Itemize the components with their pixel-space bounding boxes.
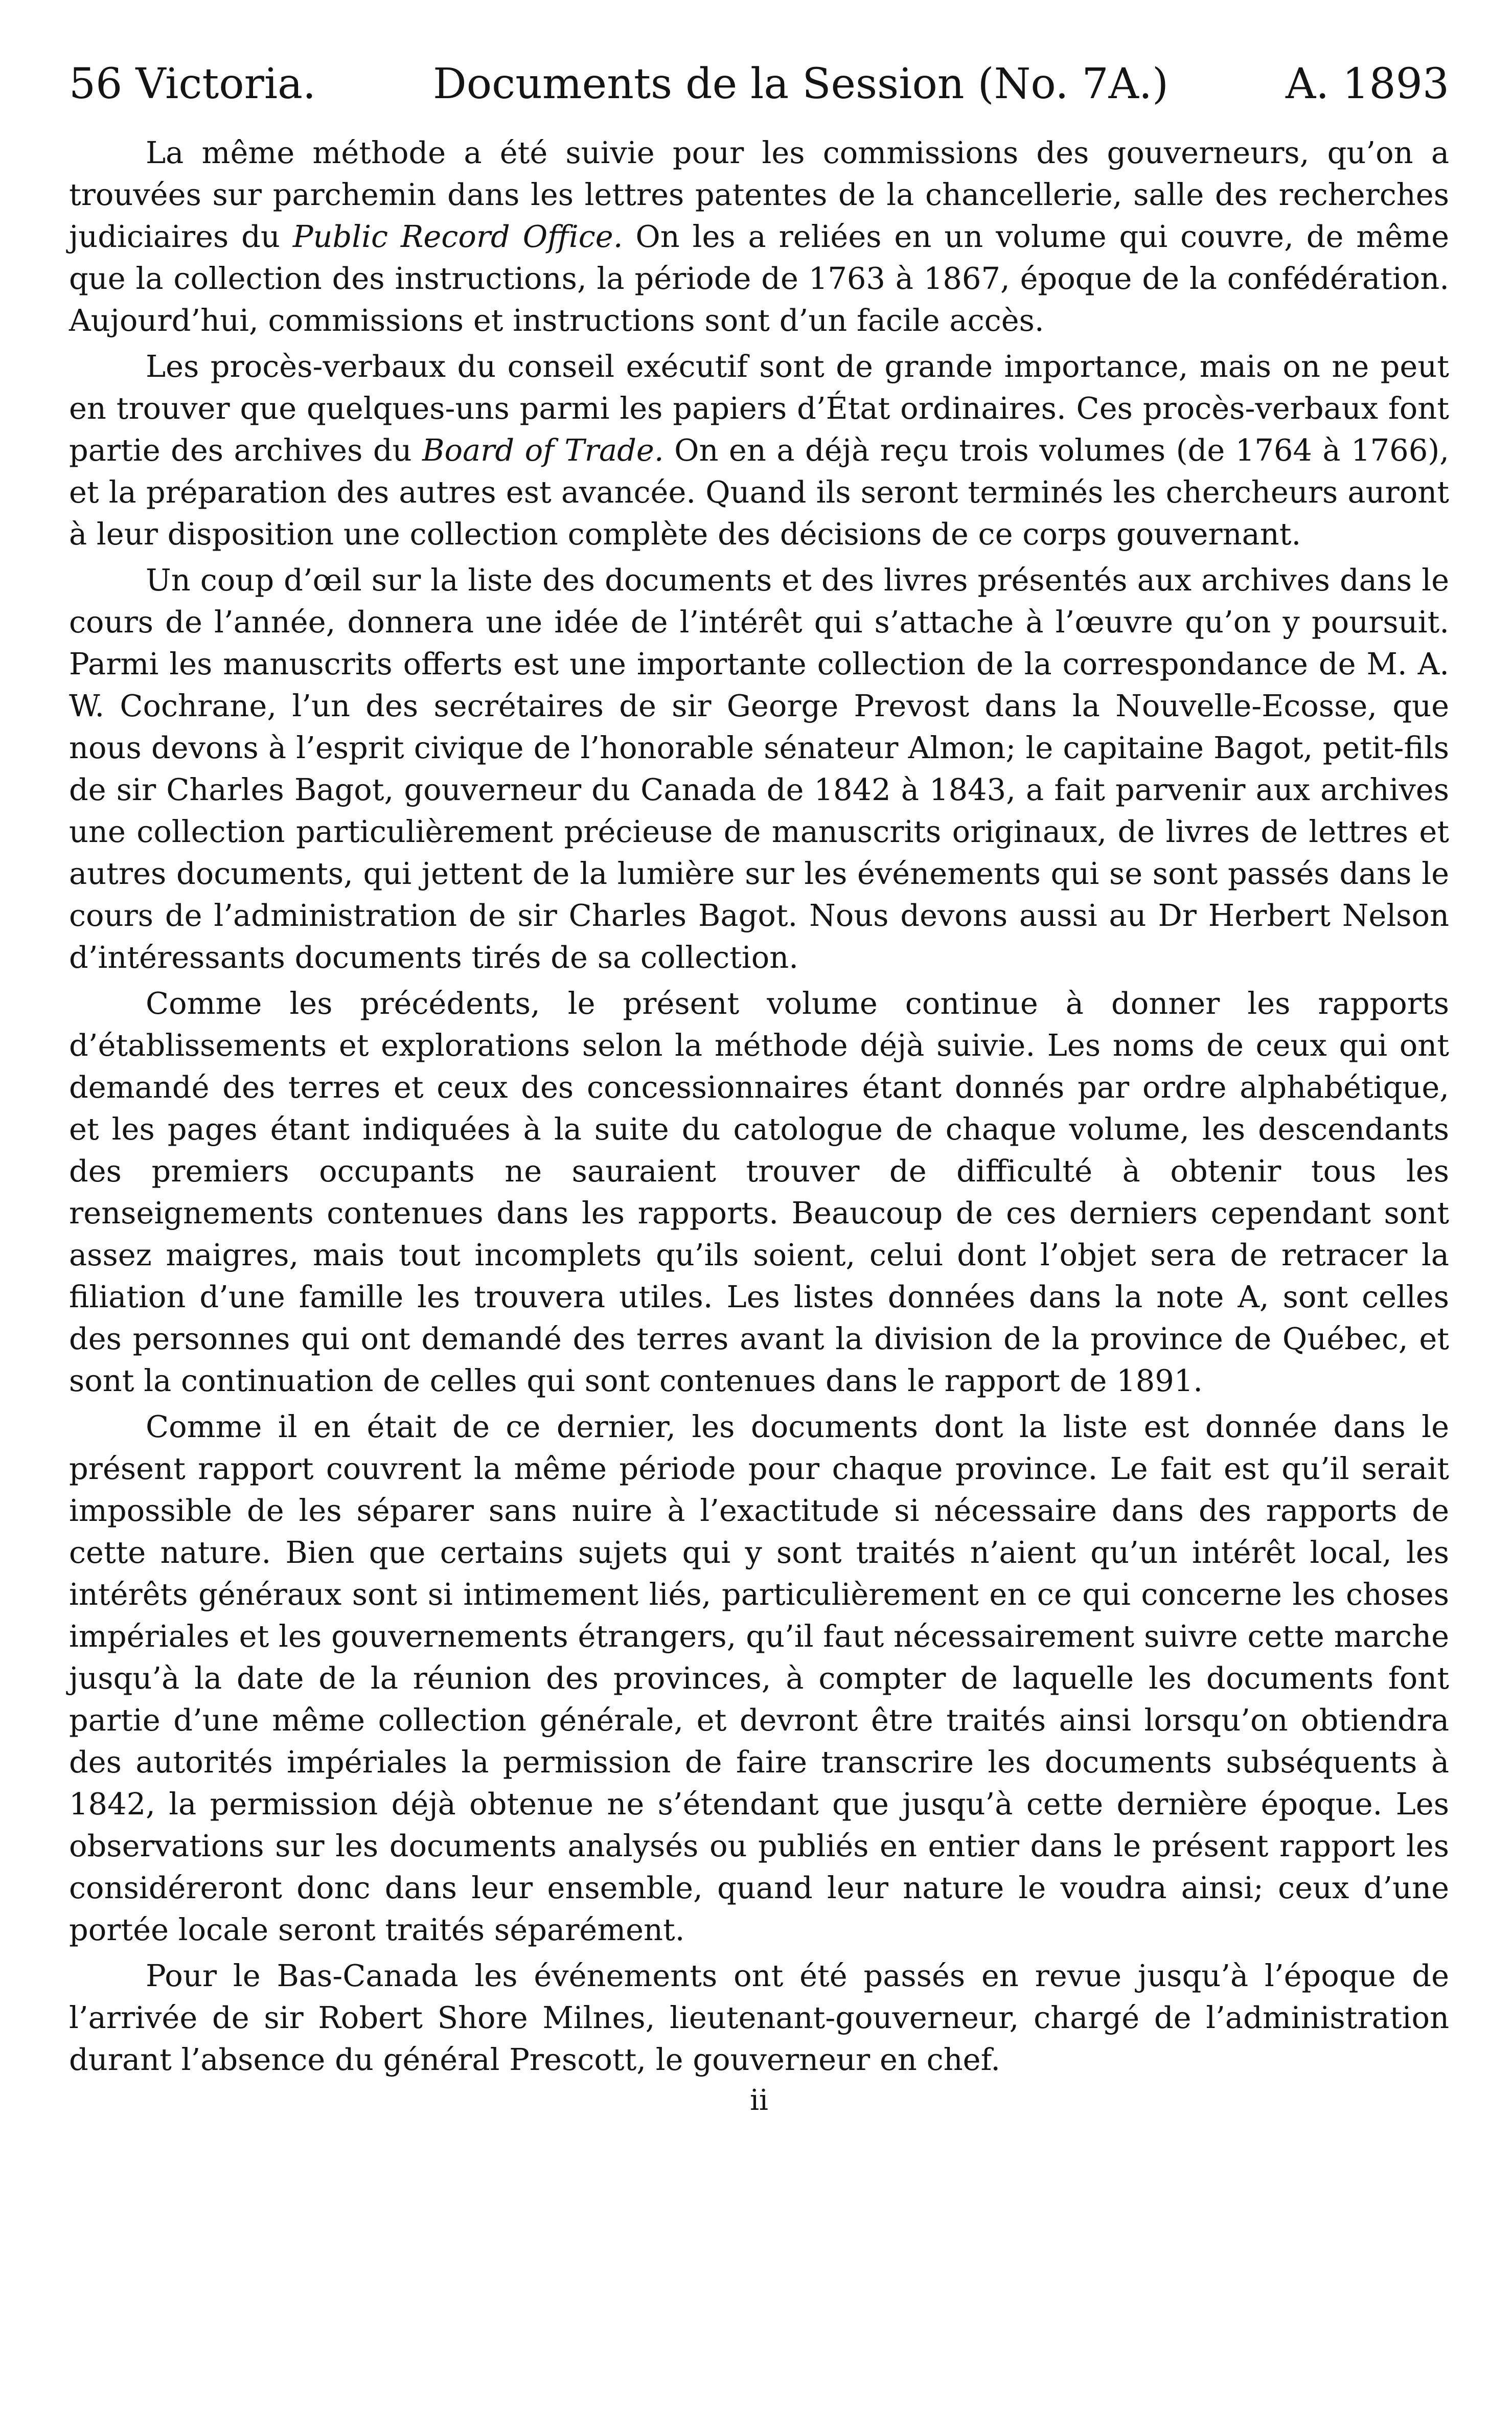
paragraph-proces-verbaux: Les procès-verbaux du conseil exécutif sont de grande importance, mais on ne peut en trouver que quelques-uns parmi les papiers d’État ordinaires. Ces procès-verbaux font partie des archives du Board of Trade. On en a déjà reçu trois volumes (de 1764 à 1766), et la préparation des autres est avancée. Quand ils seront terminés les chercheurs auront à leur disposition une collection complète des décisions de ce corps gouvernant. [69, 349, 1449, 552]
header-year: A. 1893 [1285, 60, 1449, 108]
running-header [69, 61, 1449, 107]
header-regnal-year: 56 Victoria. [69, 60, 316, 108]
header-title: Documents de la Session (No. 7A.) [433, 60, 1169, 108]
italic-board-of-trade: Board of Trade. [422, 432, 664, 468]
paragraph-documents-presentes: Un coup d’œil sur la liste des documents et des livres présentés aux archives dans le cours de l’année, donnera une idée de l’intérêt qui s’attache à l’œuvre qu’on y poursuit. Parmi les manuscrits offerts est une importante collection de la correspondance de M. A. W. Cochrane, l’un des secrétaires de sir George Prevost dans la Nouvelle-Ecosse, que nous devons à l’esprit civique de l’honorable sénateur Almon; le capitaine Bagot, petit-fils de sir Charles Bagot, gouverneur du Canada de 1842 à 1843, a fait parvenir aux archives une collection particulièrement précieuse de manuscrits originaux, de livres de lettres et autres documents, qui jettent de la lumière sur les événements qui se sont passés dans le cours de l’administration de sir Charles Bagot. Nous devons aussi au Dr Herbert Nelson d’intéressants documents tirés de sa collection. [69, 562, 1449, 975]
paragraph-meme-periode: Comme il en était de ce dernier, les documents dont la liste est donnée dans le présent rapport couvrent la même période pour chaque province. Le fait est qu’il serait impossible de les séparer sans nuire à l’exactitude si nécessaire dans des rapports de cette nature. Bien que certains sujets qui y sont traités n’aient qu’un intérêt local, les intérêts généraux sont si intimement liés, particulièrement en ce qui concerne les choses impériales et les gouvernements étrangers, qu’il faut nécessairement suivre cette marche jusqu’à la date de la réunion des provinces, à compter de laquelle les documents font partie d’une même collection générale, et devront être traités ainsi lorsqu’on obtiendra des autorités impériales la permission de faire transcrire les documents subséquents à 1842, la permission déjà obtenue ne s’étendant que jusqu’à cette dernière époque. Les observations sur les documents analysés ou publiés en entier dans le présent rapport les considéreront donc dans leur ensemble, quand leur nature le voudra ainsi; ceux d’une portée locale seront traités séparément. [69, 1409, 1449, 1948]
paragraph-rapports-etablissements: Comme les précédents, le présent volume continue à donner les rapports d’établissements et explorations selon la méthode déjà suivie. Les noms de ceux qui ont demandé des terres et ceux des concessionnaires étant donnés par ordre alphabétique, et les pages étant indiquées à la suite du catologue de chaque volume, les descendants des premiers occupants ne sauraient trouver de difficulté à obtenir tous les renseignements contenues dans les rapports. Beaucoup de ces derniers cependant sont assez maigres, mais tout incomplets qu’ils soient, celui dont l’objet sera de retracer la filiation d’une famille les trouvera utiles. Les listes données dans la note A, sont celles des personnes qui ont demandé des terres avant la division de la province de Québec, et sont la continuation de celles qui sont contenues dans le rapport de 1891. [69, 986, 1449, 1399]
italic-public-record-office: Public Record Office. [292, 219, 623, 255]
paragraph-commissions: La même méthode a été suivie pour les commissions des gouverneurs, qu’on a trouvées sur parchemin dans les lettres patentes de la chancellerie, salle des recherches judiciaires du Public Record Office. On les a reliées en un volume qui couvre, de même que la collection des instructions, la période de 1763 à 1867, époque de la confédération. Aujourd’hui, commissions et instructions sont d’un facile accès. [69, 135, 1449, 338]
document-page [69, 61, 1449, 2119]
page-number: ii [750, 2084, 768, 2118]
paragraph-bas-canada: Pour le Bas-Canada les événements ont été passés en revue jusqu’à l’époque de l’arrivée de sir Robert Shore Milnes, lieutenant-gouverneur, chargé de l’administration durant l’absence du général Prescott, le gouverneur en chef. [69, 1958, 1449, 2078]
